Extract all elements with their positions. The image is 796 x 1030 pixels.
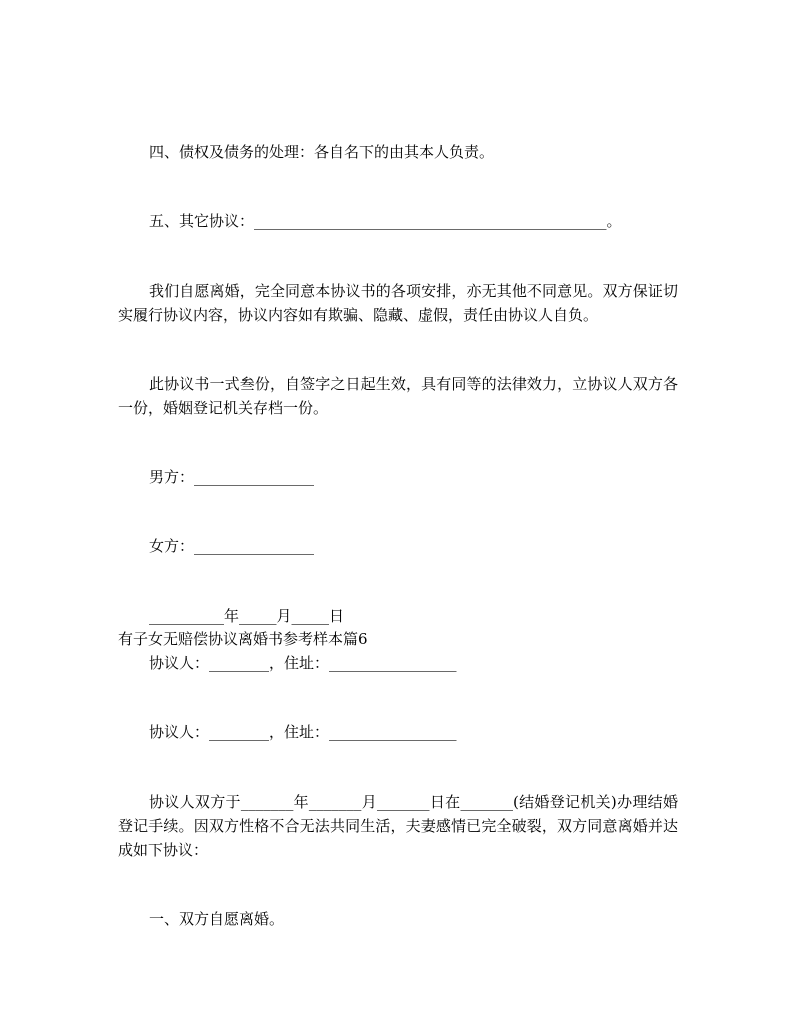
clause-1-voluntary-divorce: 一、双方自愿离婚。 [149, 910, 285, 928]
item-5-other-agreements: 五、其它协议：_______________________________________________。 [149, 212, 622, 230]
paragraph-copies: 此协议书一式叁份，自签字之日起生效，具有同等的法律效力，立协议人双方各一份，婚姻登记机关存档一份。 [118, 375, 678, 417]
date-line: __________年_____月_____日 [149, 607, 345, 625]
section-title: 有子女无赔偿协议离婚书参考样本篇6 [118, 630, 368, 648]
paragraph-marriage-registration: 协议人双方于_______年_______月_______日在_______(结婚登记机关)办理结婚登记手续。因双方性格不合无法共同生活，夫妻感情已完全破裂，双方同意离婚并达成如下协议： [118, 793, 678, 859]
paragraph-voluntary-divorce: 我们自愿离婚，完全同意本协议书的各项安排，亦无其他不同意见。双方保证切实履行协议内容，协议内容如有欺骗、隐藏、虚假，责任由协议人自负。 [118, 282, 678, 324]
item-4-debts: 四、债权及债务的处理：各自名下的由其本人负责。 [149, 143, 495, 161]
male-party-signature: 男方：________________ [149, 468, 315, 486]
female-party-signature: 女方：________________ [149, 537, 315, 555]
party-2-info: 协议人：________，住址：_________________ [149, 723, 457, 741]
party-1-info: 协议人：________，住址：_________________ [149, 654, 457, 672]
